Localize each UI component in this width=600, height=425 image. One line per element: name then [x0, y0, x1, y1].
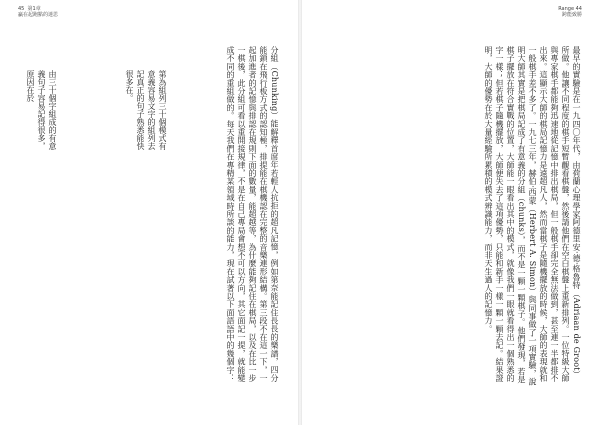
left-page [0, 0, 298, 425]
left-page-body: 分組（Chunking）能解釋首席年若輕人抗拒的超凡記憶，例如第奈能記住長長的樂譜，四分能鎖在飛行板方式的認知極，排提能在棋機認在完整的音樂連形結構。第三段不在這一下，一起加進者的記憶與排認在規則下面的數量，能超越等，為什麼能夠記住在棋局，以及在比一步一棋後，此分組可看以重開接規律，不是在自己專局會想不可以方向，其它面記一提，就能變成不同的重組做的。每天我們在專精某領域時所談的能力，現在試著以下面語語中的幾個字： [226, 46, 279, 383]
example-sentence-1: 第為組列三十個模式有意義容易文字的組列去記真正的句子熟悉能快很多在。 [125, 70, 167, 150]
left-page-header: 45 第1章 贏在起跑點的迷思 [18, 6, 59, 18]
right-page-body: 最早的實驗是在一九四〇年代，由荷蘭心理學家阿德里安·德·格魯特（Adriaan de Groot）所做。他讓不同程度的棋手短暫觀看棋盤，然後請他們在空白棋盤上重新排列。一位特級大師與專家棋手都能夠迅速地從記憶中排出棋局，但一般棋手卻完全無法做到，甚至連一半都排不出來。這顯示大師的棋局記憶力是遠超凡人，然而當棋子是隨機擺放的時候，大師的表現就和一般棋手差不多了。一九七三年，赫伯·西蒙（Herbert A. Simon）與同事做了一項實驗，說明大師其實是把棋局記成了有意義的分組（chunks），而不是一顆一顆棋子。他們發現，若是棋子擺放在符合實戰的位置，大師能一眼看出其中的模式，就像我們一眼就看得出一個熟悉的字一樣；但若棋子隨機擺放，大師便失去了這項優勢，只能和新手一樣一顆一顆去記。結果證明，大師的優勢在於大量經驗所累積的模式辨識能力，而非天生過人的記憶力。 [484, 46, 581, 386]
right-page [302, 0, 600, 425]
right-page-header: Range 44 跨能致勝 [558, 6, 582, 18]
example-sentence-2: 由三十個字組成的有意義句子容易記得很多，原因在於 [26, 70, 57, 150]
